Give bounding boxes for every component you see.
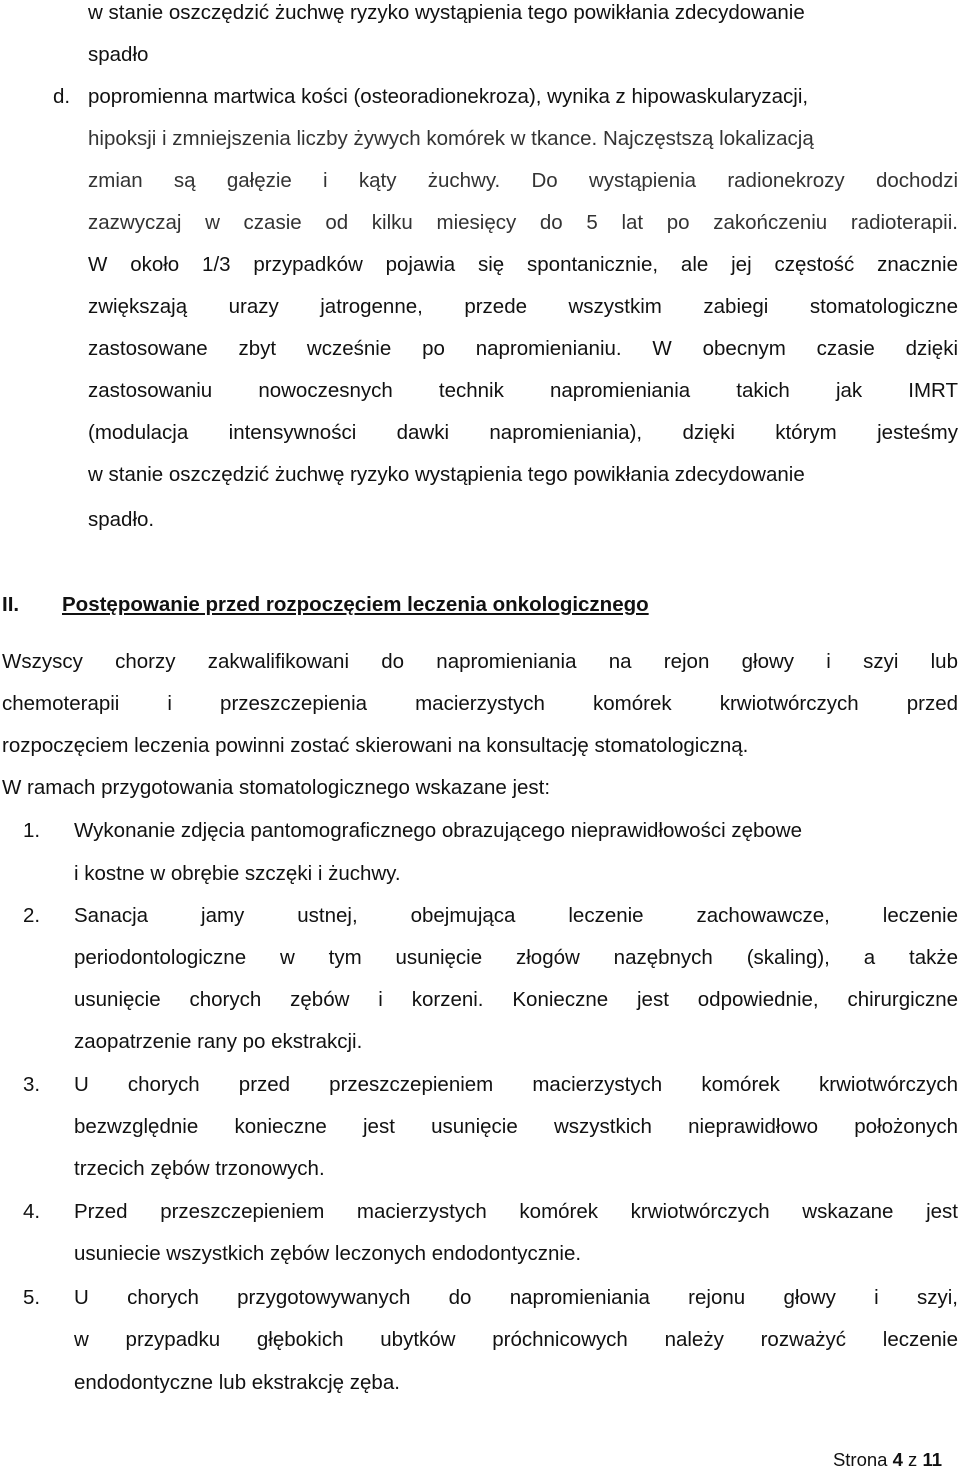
section-title: Postępowanie przed rozpoczęciem leczenia onkologicznego — [62, 593, 649, 616]
text-line: popromienna martwica kości (osteoradionekroza), wynika z hipowaskularyzacji, — [88, 85, 809, 108]
section-number: II. — [2, 593, 20, 616]
text-line: periodontologiczne w tym usunięcie złogów nazębnych (skaling), a także — [74, 946, 958, 969]
text-line: U chorych przygotowywanych do napromieniania rejonu głowy i szyi, — [74, 1286, 958, 1309]
list-number: 4. — [23, 1200, 41, 1223]
text-line: W ramach przygotowania stomatologicznego wskazane jest: — [2, 776, 551, 799]
text-line: Wykonanie zdjęcia pantomograficznego obrazującego nieprawidłowości zębowe — [74, 819, 802, 842]
list-number: 1. — [23, 819, 41, 842]
text-line: usunięcie chorych zębów i korzeni. Konieczne jest odpowiednie, chirurgiczne — [74, 988, 958, 1011]
text-line: spadło — [88, 43, 149, 66]
text-line: i kostne w obrębie szczęki i żuchwy. — [74, 862, 401, 885]
page-footer — [833, 1448, 942, 1472]
text-line: endodontyczne lub ekstrakcję zęba. — [74, 1371, 400, 1394]
text-line: Wszyscy chorzy zakwalifikowani do napromieniania na rejon głowy i szyi lub — [2, 650, 958, 673]
text-line: chemoterapii i przeszczepienia macierzystych komórek krwiotwórczych przed — [2, 692, 958, 715]
text-line: W około 1/3 przypadków pojawia się spontanicznie, ale jej częstość znacznie — [88, 253, 958, 276]
list-number: 3. — [23, 1073, 41, 1096]
footer-page-total: 11 — [922, 1449, 942, 1470]
text-line: zmian są gałęzie i kąty żuchwy. Do wystąpienia radionekrozy dochodzi — [88, 169, 958, 192]
text-line: trzecich zębów trzonowych. — [74, 1157, 325, 1180]
text-line: zwiększają urazy jatrogenne, przede wszystkim zabiegi stomatologiczne — [88, 295, 958, 318]
text-line: zazwyczaj w czasie od kilku miesięcy do 5 lat po zakończeniu radioterapii. — [88, 211, 958, 234]
list-marker: d. — [53, 85, 71, 108]
text-line: Sanacja jamy ustnej, obejmująca leczenie zachowawcze, leczenie — [74, 904, 958, 927]
footer-label: Strona — [832, 1449, 888, 1470]
text-line: w stanie oszczędzić żuchwę ryzyko wystąpienia tego powikłania zdecydowanie — [88, 1, 805, 24]
text-line: (modulacja intensywności dawki napromieniania), dzięki którym jesteśmy — [88, 421, 958, 444]
footer-of: z — [908, 1449, 918, 1470]
text-line: Przed przeszczepieniem macierzystych komórek krwiotwórczych wskazane jest — [74, 1200, 958, 1223]
text-line: rozpoczęciem leczenia powinni zostać skierowani na konsultację stomatologiczną. — [2, 734, 749, 757]
text-line: spadło. — [88, 508, 155, 531]
text-line: usuniecie wszystkich zębów leczonych endodontycznie. — [74, 1242, 582, 1265]
text-line: w przypadku głębokich ubytków próchnicowych należy rozważyć leczenie — [74, 1328, 958, 1351]
list-number: 2. — [23, 904, 41, 927]
text-line: zaopatrzenie rany po ekstrakcji. — [74, 1030, 363, 1053]
text-line: hipoksji i zmniejszenia liczby żywych komórek w tkance. Najczęstszą lokalizacją — [88, 127, 814, 150]
text-line: w stanie oszczędzić żuchwę ryzyko wystąpienia tego powikłania zdecydowanie — [88, 463, 805, 486]
text-line: bezwzględnie konieczne jest usunięcie wszystkich nieprawidłowo położonych — [74, 1115, 958, 1138]
list-number: 5. — [23, 1286, 41, 1309]
text-line: zastosowaniu nowoczesnych technik napromieniania takich jak IMRT — [88, 379, 958, 402]
text-line: U chorych przed przeszczepieniem macierzystych komórek krwiotwórczych — [74, 1073, 958, 1096]
footer-page-number: 4 — [892, 1449, 903, 1470]
text-line: zastosowane zbyt wcześnie po napromienianiu. W obecnym czasie dzięki — [88, 337, 958, 360]
